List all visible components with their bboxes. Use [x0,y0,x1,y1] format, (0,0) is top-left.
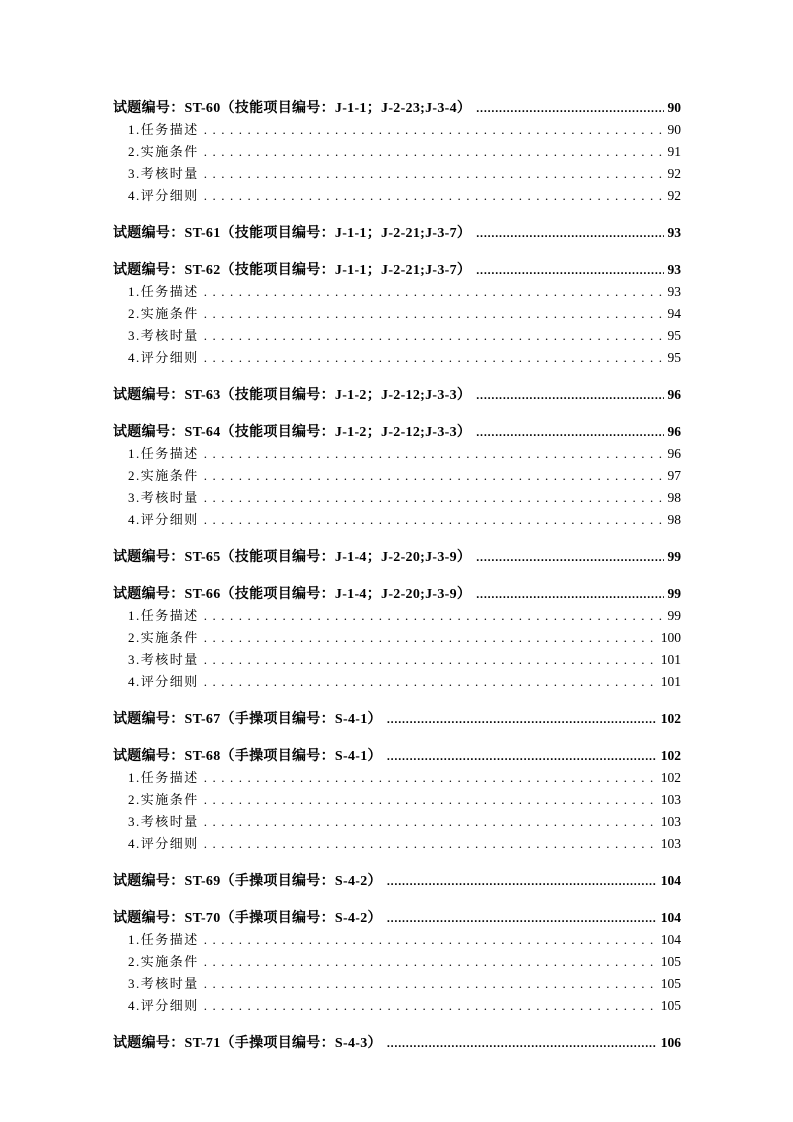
toc-entry-label: 试题编号：ST-63（技能项目编号：J-1-2；J-2-12;J-3-3） [113,388,472,403]
toc-subentry[interactable] [113,605,681,627]
dot-leader [204,789,657,811]
toc-subentry[interactable] [113,995,681,1017]
toc-subentry-label: 4.评分细则 [128,512,199,527]
toc-subentry-label: 4.评分细则 [128,998,199,1013]
table-of-contents [113,97,681,1054]
dot-leader [476,583,663,606]
toc-entry-heading[interactable] [113,222,681,244]
dot-leader [204,141,664,163]
toc-subentry-label: 3.考核时量 [128,490,199,505]
toc-entry-page: 99 [667,586,681,601]
toc-subentry[interactable] [113,627,681,649]
dot-leader [204,767,657,789]
toc-subentry[interactable] [113,833,681,855]
toc-subentry[interactable] [113,163,681,185]
toc-subentry-page: 96 [667,446,681,461]
toc-subentry-label: 4.评分细则 [128,188,199,203]
toc-entry-label: 试题编号：ST-65（技能项目编号：J-1-4；J-2-20;J-3-9） [113,550,472,565]
dot-leader [204,973,657,995]
toc-entry-heading[interactable] [113,583,681,605]
toc-subentry[interactable] [113,325,681,347]
toc-entry-heading[interactable] [113,421,681,443]
dot-leader [204,671,657,693]
dot-leader [204,833,657,855]
dot-leader [204,649,657,671]
dot-leader [476,384,663,407]
toc-subentry-label: 3.考核时量 [128,328,199,343]
toc-subentry-page: 91 [667,144,681,159]
toc-entry-label: 试题编号：ST-68（手操项目编号：S-4-1） [113,749,382,764]
toc-subentry-page: 90 [667,122,681,137]
dot-leader [204,995,657,1017]
toc-entry-page: 99 [667,549,681,564]
toc-subentry[interactable] [113,509,681,531]
dot-leader [204,325,664,347]
dot-leader [387,907,657,930]
dot-leader [204,281,664,303]
dot-leader [204,929,657,951]
toc-subentry[interactable] [113,811,681,833]
toc-subentry-page: 105 [660,998,681,1013]
toc-subentry-page: 100 [660,630,681,645]
dot-leader [204,443,664,465]
toc-entry-page: 90 [667,100,681,115]
toc-subentry-label: 4.评分细则 [128,836,199,851]
toc-subentry-page: 95 [667,328,681,343]
toc-subentry[interactable] [113,281,681,303]
toc-entry-label: 试题编号：ST-61（技能项目编号：J-1-1；J-2-21;J-3-7） [113,226,472,241]
toc-subentry[interactable] [113,487,681,509]
toc-entry-heading[interactable] [113,708,681,730]
toc-entry-label: 试题编号：ST-62（技能项目编号：J-1-1；J-2-21;J-3-7） [113,263,472,278]
toc-subentry-page: 98 [667,490,681,505]
toc-subentry-page: 105 [660,976,681,991]
toc-subentry-page: 92 [667,166,681,181]
toc-entry-heading[interactable] [113,259,681,281]
toc-subentry-label: 1.任务描述 [128,122,199,137]
dot-leader [204,347,664,369]
toc-subentry-label: 1.任务描述 [128,284,199,299]
toc-subentry-page: 103 [660,836,681,851]
dot-leader [204,951,657,973]
toc-entry-heading[interactable] [113,97,681,119]
toc-entry-page: 93 [667,262,681,277]
toc-subentry-label: 3.考核时量 [128,652,199,667]
toc-subentry[interactable] [113,119,681,141]
toc-entry-label: 试题编号：ST-67（手操项目编号：S-4-1） [113,712,382,727]
toc-subentry-label: 2.实施条件 [128,630,199,645]
dot-leader [387,708,657,731]
toc-entry-page: 104 [660,910,681,925]
toc-subentry-page: 97 [667,468,681,483]
toc-subentry-label: 2.实施条件 [128,792,199,807]
toc-entry-label: 试题编号：ST-70（手操项目编号：S-4-2） [113,911,382,926]
toc-entry-page: 96 [667,387,681,402]
toc-subentry-label: 1.任务描述 [128,446,199,461]
toc-entry-label: 试题编号：ST-66（技能项目编号：J-1-4；J-2-20;J-3-9） [113,587,472,602]
toc-subentry-page: 104 [660,932,681,947]
dot-leader [476,222,663,245]
toc-entry-page: 96 [667,424,681,439]
toc-subentry-label: 4.评分细则 [128,350,199,365]
toc-entry-label: 试题编号：ST-69（手操项目编号：S-4-2） [113,874,382,889]
dot-leader [204,185,664,207]
toc-subentry-page: 94 [667,306,681,321]
toc-subentry[interactable] [113,347,681,369]
dot-leader [476,546,663,569]
toc-entry-page: 93 [667,225,681,240]
toc-subentry-page: 105 [660,954,681,969]
toc-subentry-page: 93 [667,284,681,299]
dot-leader [387,870,657,893]
toc-subentry-label: 3.考核时量 [128,166,199,181]
toc-entry-page: 104 [660,873,681,888]
toc-subentry[interactable] [113,973,681,995]
dot-leader [204,119,664,141]
toc-subentry-page: 101 [660,652,681,667]
toc-subentry-label: 2.实施条件 [128,954,199,969]
toc-subentry-label: 1.任务描述 [128,608,199,623]
toc-subentry[interactable] [113,929,681,951]
toc-entry-heading[interactable] [113,745,681,767]
dot-leader [204,303,664,325]
toc-entry-heading[interactable] [113,907,681,929]
dot-leader [476,259,663,282]
dot-leader [476,421,663,444]
dot-leader [204,163,664,185]
toc-subentry-label: 3.考核时量 [128,814,199,829]
toc-subentry[interactable] [113,303,681,325]
toc-subentry[interactable] [113,443,681,465]
toc-subentry-label: 2.实施条件 [128,144,199,159]
toc-subentry[interactable] [113,465,681,487]
toc-entry-page: 102 [660,748,681,763]
toc-subentry-page: 92 [667,188,681,203]
toc-subentry-page: 102 [660,770,681,785]
toc-subentry[interactable] [113,649,681,671]
dot-leader [204,627,657,649]
toc-subentry-label: 3.考核时量 [128,976,199,991]
toc-subentry-label: 4.评分细则 [128,674,199,689]
dot-leader [387,1032,657,1055]
toc-entry-label: 试题编号：ST-64（技能项目编号：J-1-2；J-2-12;J-3-3） [113,425,472,440]
toc-subentry-page: 101 [660,674,681,689]
dot-leader [204,605,664,627]
toc-subentry[interactable] [113,141,681,163]
dot-leader [204,487,664,509]
toc-subentry-page: 95 [667,350,681,365]
toc-subentry[interactable] [113,767,681,789]
toc-subentry-label: 2.实施条件 [128,468,199,483]
dot-leader [476,97,663,120]
toc-entry-heading[interactable] [113,1032,681,1054]
toc-entry-heading[interactable] [113,546,681,568]
toc-subentry-page: 98 [667,512,681,527]
toc-entry-heading[interactable] [113,384,681,406]
toc-subentry-label: 2.实施条件 [128,306,199,321]
dot-leader [204,811,657,833]
toc-subentry-label: 1.任务描述 [128,770,199,785]
toc-subentry-page: 99 [667,608,681,623]
toc-subentry[interactable] [113,185,681,207]
toc-subentry-label: 1.任务描述 [128,932,199,947]
toc-entry-label: 试题编号：ST-60（技能项目编号：J-1-1；J-2-23;J-3-4） [113,101,472,116]
toc-entry-page: 102 [660,711,681,726]
dot-leader [204,509,664,531]
toc-entry-heading[interactable] [113,870,681,892]
toc-subentry-page: 103 [660,792,681,807]
dot-leader [387,745,657,768]
toc-entry-label: 试题编号：ST-71（手操项目编号：S-4-3） [113,1036,382,1051]
toc-subentry[interactable] [113,789,681,811]
toc-subentry-page: 103 [660,814,681,829]
toc-subentry[interactable] [113,951,681,973]
dot-leader [204,465,664,487]
toc-entry-page: 106 [660,1035,681,1050]
toc-subentry[interactable] [113,671,681,693]
